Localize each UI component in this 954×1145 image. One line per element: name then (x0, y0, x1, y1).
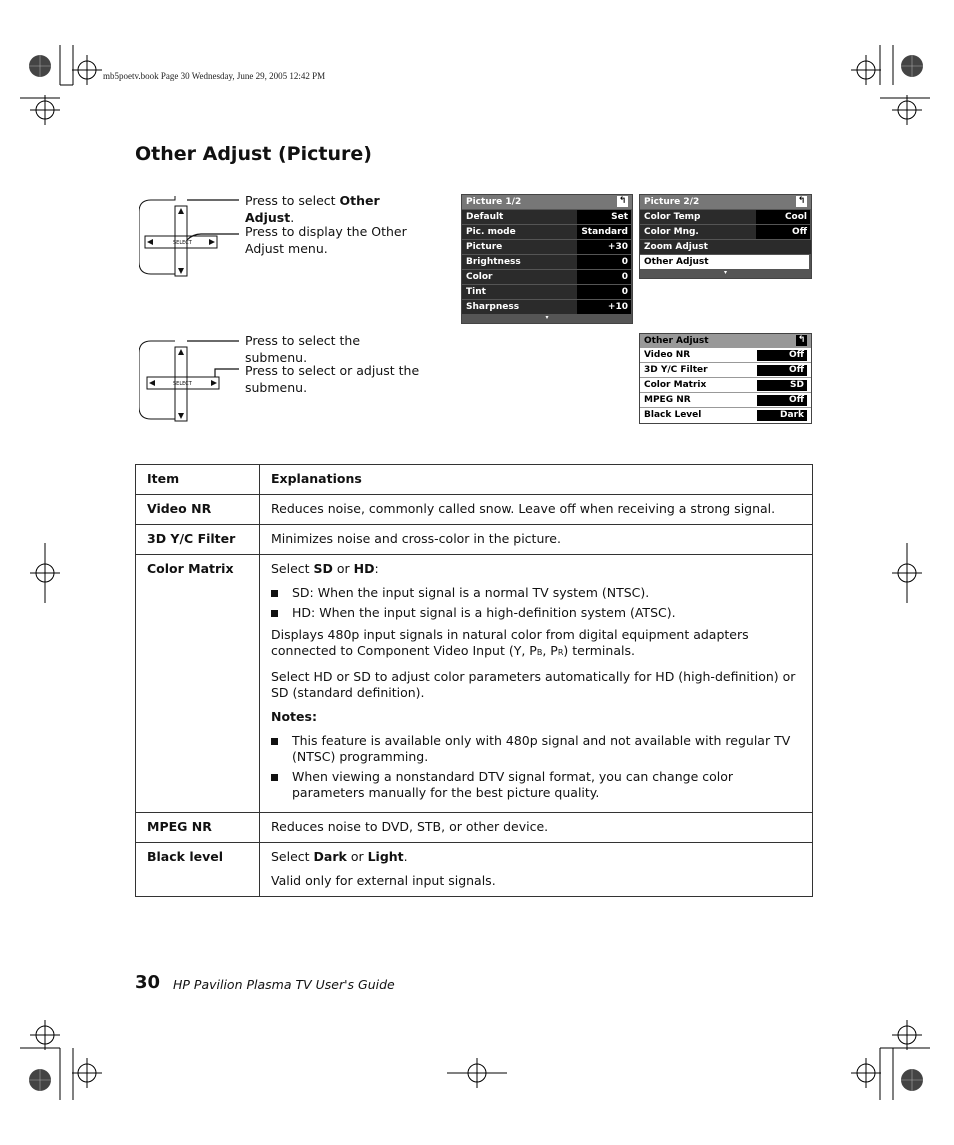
menu-item-tint[interactable]: Tint 0 (462, 285, 632, 299)
menu-item-mpeg-nr[interactable]: MPEG NR Off (640, 394, 811, 408)
item-mpeg-nr: MPEG NR (136, 813, 260, 843)
matrix-paragraph-1: Displays 480p input signals in natural color from digital equipment adapters connected to Component Video Input (Y, PB, PR) terminals. (271, 627, 749, 658)
table-row (136, 555, 813, 813)
table-row (136, 843, 813, 897)
matrix-select-line: Select SD or HD: (271, 561, 379, 576)
notes-heading: Notes: (271, 709, 317, 724)
item-color-matrix: Color Matrix (136, 555, 260, 813)
menu-header-3: Other Adjust ↰ (640, 334, 811, 348)
menu-item-picture[interactable]: Picture +30 (462, 240, 632, 254)
menu-item-brightness[interactable]: Brightness 0 (462, 255, 632, 269)
picture-menu-page2 (639, 194, 812, 279)
black-select-line: Select Dark or Light. (271, 849, 408, 864)
footer-title: HP Pavilion Plasma TV User's Guide (173, 977, 395, 992)
step2-line2: Press to select or adjust the submenu. (245, 363, 420, 395)
expl-mpeg-nr: Reduces noise to DVD, STB, or other device. (260, 813, 813, 843)
step1-line1: Press to select Other Adjust. (245, 193, 380, 225)
item-black-level: Black level (136, 843, 260, 897)
black-paragraph-2: Valid only for external input signals. (271, 873, 496, 888)
table-row (136, 525, 813, 555)
menu-item-color-temp[interactable]: Color Temp Cool (640, 210, 811, 224)
explanations-table (135, 464, 813, 897)
list-item: This feature is available only with 480p signal and not available with regular TV (NTSC) programming. (271, 733, 801, 765)
remote-dpad-icon-2 (139, 337, 239, 423)
menu-item-default[interactable]: Default Set (462, 210, 632, 224)
menu-item-zoom-adjust[interactable]: Zoom Adjust (640, 240, 811, 254)
menu-item-black-level[interactable]: Black Level Dark (640, 409, 811, 422)
menu-header: Picture 1/2 ↰ (462, 195, 632, 209)
other-adjust-menu (639, 333, 812, 424)
page-number: 30 (135, 972, 161, 993)
col-header-explanations: Explanations (260, 465, 813, 495)
list-item: When viewing a nonstandard DTV signal format, you can change color parameters manually for the best picture quality. (271, 769, 801, 801)
matrix-bullets (271, 585, 801, 621)
back-icon[interactable]: ↰ (618, 196, 627, 206)
scroll-down-icon[interactable]: ▾ (545, 314, 549, 321)
back-icon[interactable]: ↰ (797, 196, 806, 206)
expl-black-level (260, 843, 813, 897)
picture-menu-page1 (461, 194, 633, 324)
menu-header-2: Picture 2/2 ↰ (640, 195, 811, 209)
menu-item-color[interactable]: Color 0 (462, 270, 632, 284)
back-icon[interactable]: ↰ (797, 335, 806, 345)
expl-color-matrix (260, 555, 813, 813)
list-item: HD: When the input signal is a high-definition system (ATSC). (271, 605, 801, 621)
step1-line2: Press to display the Other Adjust menu. (245, 224, 407, 256)
scroll-down-icon-2[interactable]: ▾ (723, 269, 727, 276)
table-row (136, 495, 813, 525)
expl-3d-yc-filter: Minimizes noise and cross-color in the picture. (260, 525, 813, 555)
menu-item-color-mng[interactable]: Color Mng. Off (640, 225, 811, 239)
menu-item-sharpness[interactable]: Sharpness +10 (462, 300, 632, 314)
menu-item-color-matrix[interactable]: Color Matrix SD (640, 379, 811, 393)
table-header-row (136, 465, 813, 495)
menu-item-3d-yc-filter[interactable]: 3D Y/C Filter Off (640, 364, 811, 378)
page-title: Other Adjust (Picture) (135, 143, 372, 165)
expl-video-nr: Reduces noise, commonly called snow. Leave off when receiving a strong signal. (260, 495, 813, 525)
col-header-item: Item (136, 465, 260, 495)
menu-item-other-adjust[interactable]: Other Adjust (640, 255, 811, 269)
pad-select-label: SELECT (173, 240, 192, 246)
matrix-paragraph-2: Select HD or SD to adjust color parameters automatically for HD (high-definition) or SD (standard definition). (271, 669, 796, 700)
table-row (136, 813, 813, 843)
menu-item-pic-mode[interactable]: Pic. mode Standard (462, 225, 632, 239)
item-3d-yc-filter: 3D Y/C Filter (136, 525, 260, 555)
notes-bullets (271, 733, 801, 801)
remote-dpad-icon (139, 196, 239, 278)
item-video-nr: Video NR (136, 495, 260, 525)
print-slug: mb5poetv.book Page 30 Wednesday, June 29, 2005 12:42 PM (103, 71, 326, 81)
pad-select-label-2: SELECT (173, 381, 192, 387)
step2-line1: Press to select the submenu. (245, 333, 361, 365)
list-item: SD: When the input signal is a normal TV system (NTSC). (271, 585, 801, 601)
menu-item-video-nr[interactable]: Video NR Off (640, 349, 811, 363)
